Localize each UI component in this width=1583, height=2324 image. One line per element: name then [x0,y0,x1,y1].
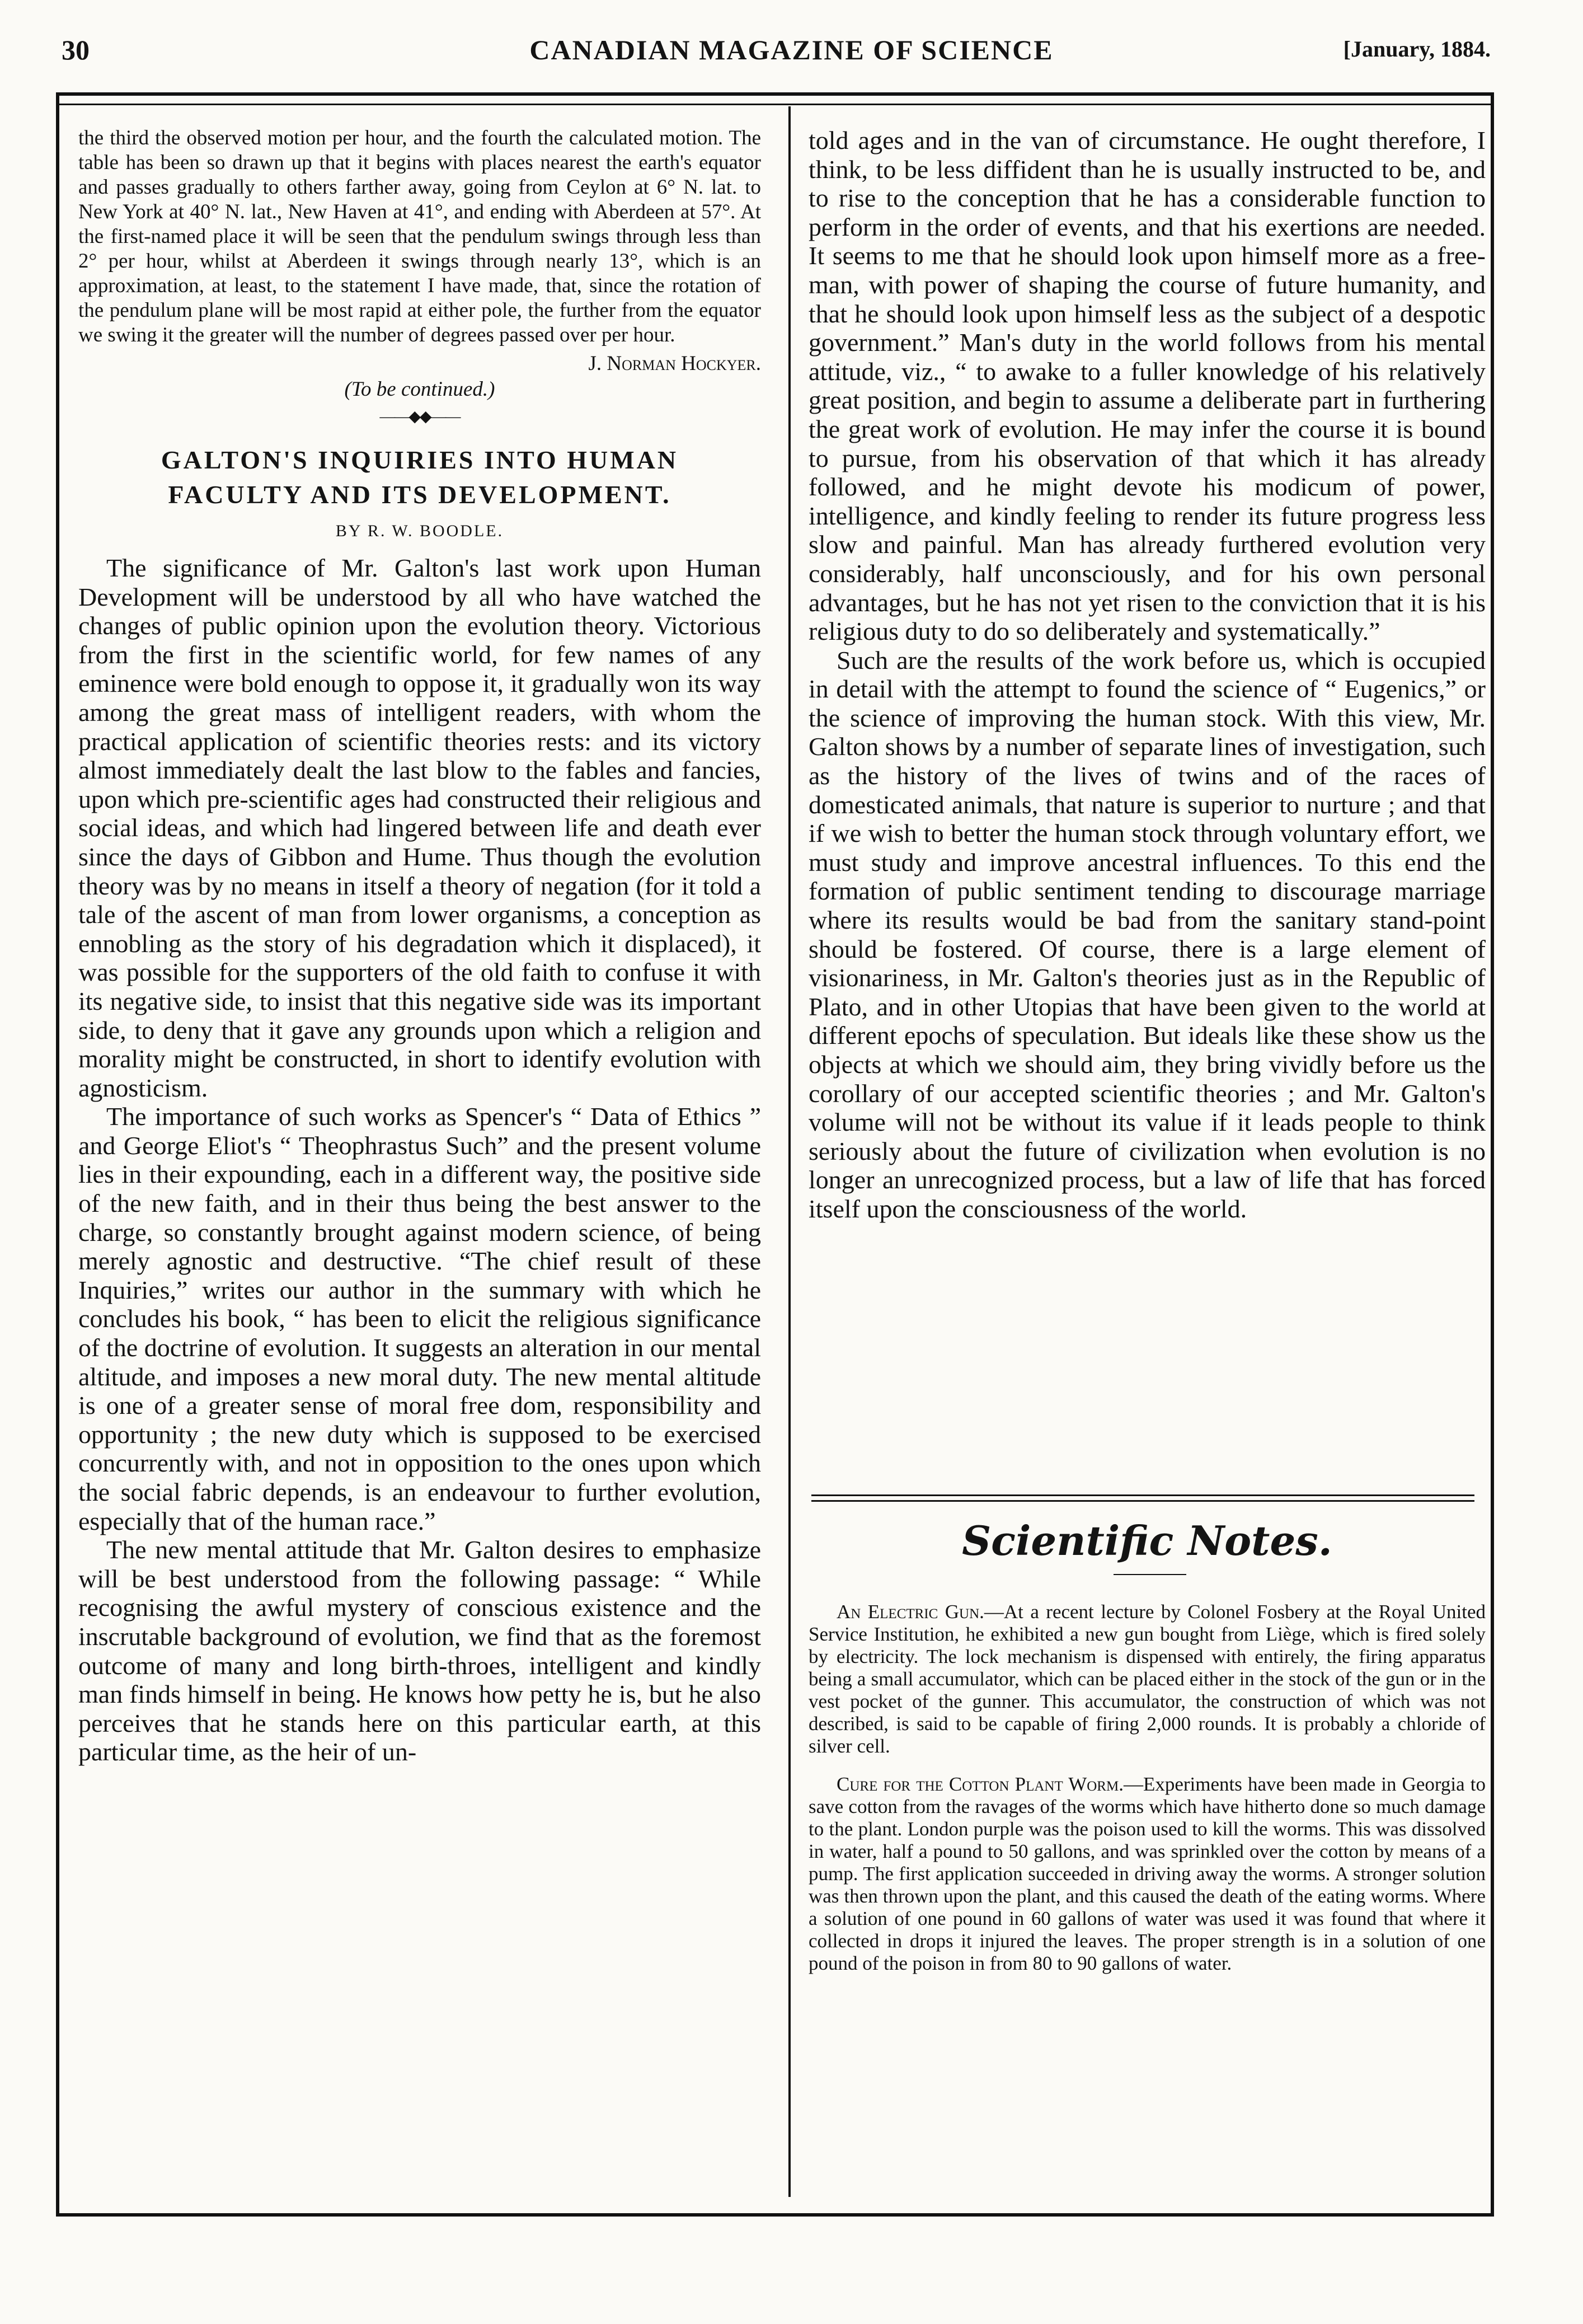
note-title: Cure for the Cotton Plant Worm. [837,1773,1124,1795]
frame-inner-rule [56,104,1494,105]
note-item [809,1601,1486,1758]
page-number: 30 [62,34,90,65]
magazine-title: CANADIAN MAGAZINE OF SCIENCE [529,34,1054,65]
scientific-notes [809,1601,1486,1990]
article-title-line-2: FACULTY AND ITS DEVELOPMENT. [168,480,671,509]
left-column [78,126,761,1767]
article-paragraph: The importance of such works as Spencer's “ Data of Ethics ” and George Eliot's “ Theophrastus Such” and the present volume lies in their expounding, each in a different way, the positive side of the new faith, and in their thus being the best answer to the charge, so constantly brought against modern science, of being merely agnostic and destructive. “The chief result of these Inquiries,” writes our author in the summary with which he concludes his book, “ has been to elicit the religious significance of the doctrine of evolution. It suggests an alteration in our mental altitude, and imposes a new moral duty. The new mental altitude is one of a greater sense of moral free dom, responsibility and opportunity ; the new duty which is supposed to be exercised concurrently with, and not in opposition to the ones upon which the social fabric depends, is an endeavour to further evolution, especially that of the human race.” [78,1102,761,1535]
previous-article-ending: the third the observed motion per hour, and the fourth the calculated motion. The table has been so drawn up that it begins with places nearest the earth's equator and passes gradually to others farther away, going from Ceylon at 6° N. lat. to New York at 40° N. lat., New Haven at 41°, and ending with Aberdeen at 57°. At the first-named place it will be seen that the pendulum swings through less than 2° per hour, whilst at Aberdeen it swings through nearly 13°, which is an approximation, at least, to the statement I have made, that, since the rotation of the pendulum plane will be most rapid at either pole, the further from the equator we swing it the greater will the number of degrees passed over per hour. [78,126,761,346]
note-item [809,1773,1486,1975]
article-paragraph: The significance of Mr. Galton's last work upon Human Development will be understood by all who have watched the changes of public opinion upon the evolution theory. Victorious from the first in the scientific world, for few names of any eminence were bold enough to oppose it, it gradually won its way among the great mass of intelligent readers, with whom the practical application of scientific theories rests: and its victory almost immediately dealt the last blow to the fables and fancies, upon which pre-scientific ages had constructed their religious and social ideas, and which had lingered between life and death ever since the days of Gibbon and Hume. Thus though the evolution theory was by no means in itself a theory of negation (for it told a tale of the ascent of man from lower organisms, a conception as ennobling as the story of his degradation which it displaced), it was possible for the supporters of the old faith to confuse it with its negative side, to insist that this negative side was its important side, to deny that it gave any grounds upon which a religion and morality might be constructed, in short to identify evolution with agnosticism. [78,554,761,1102]
scientific-notes-heading: Scientific Notes. [962,1517,1332,1564]
previous-article-signature: J. Norman Hockyer. [588,352,761,375]
notes-top-rule-2 [811,1500,1474,1502]
article-paragraph: told ages and in the van of circumstance. He ought therefore, I think, to be less diffident than he is usually instructed to be, and to rise to the conception that he has a considerable function to perform in the order of events, and that his exertions are needed. It seems to me that he should look upon himself more as a free-man, with power of shaping the course of future humanity, and that he should look upon himself less as the subject of a despotic government.” Man's duty in the world follows from his mental attitude, viz., “ to awake to a fuller knowledge of his relatively great position, and begin to assume a deliberate part in furthering the great work of evolution. He may infer the course it is bound to pursue, from his observation of that which it has already followed, and he might devote his modicum of power, intelligence, and kindly feeling to render its future progress less slow and painful. Man has already furthered evolution very considerably, half unconsciously, and for his own personal advantages, but he has not yet risen to the conviction that it is his religious duty to do so deliberately and systematically.” [809,126,1486,646]
article-paragraph: Such are the results of the work before us, which is occupied in detail with the attempt to found the science of “ Eugenics,” or the science of improving the human stock. With this view, Mr. Galton shows by a number of separate lines of investigation, such as the history of the lives of twins and of the races of domesticated animals, that nature is superior to nurture ; and that if we wish to better the human stock through voluntary effort, we must study and improve ancestral influences. To this end the formation of public sentiment tending to discourage marriage where its results would be bad from the sanitary stand-point should be fostered. Of course, there is a large element of visionariness, in Mr. Galton's theories just as in the Republic of Plato, and in other Utopias that have been given to the world at different epochs of speculation. But ideals like these show us the objects at which we should aim, they bring vividly before us the corollary of our accepted scientific theories ; and Mr. Galton's volume will not be without its value if it leads people to think seriously about the future of civilization when evolution is no longer an unrecognized process, but a law of life that has forced itself upon the consciousness of the world. [809,645,1486,1223]
notes-top-rule [811,1494,1474,1496]
section-ornament: ——◆◆—— [379,408,460,425]
note-title: An Electric Gun. [837,1601,984,1623]
article-byline: BY R. W. BOODLE. [335,522,504,540]
to-be-continued-note: (To be continued.) [344,378,495,401]
column-divider [788,106,791,2197]
note-text: —At a recent lecture by Colonel Fosbery at the Royal United Service Institution, he exhibited a new gun bought from Liège, which is fired solely by electricity. The lock mechanism is dispensed with entirely, the firing apparatus being a small accumulator, which can be placed either in the stock of the gun or in the vest pocket of the gunner. This accumulator, the construction of which was not described, is said to be capable of firing 2,000 rounds. It is probably a chloride of silver cell. [809,1601,1486,1757]
page-header [0,34,1583,78]
heading-underline [1114,1574,1186,1575]
issue-date: [January, 1884. [1343,36,1491,62]
note-text: —Experiments have been made in Georgia to save cotton from the ravages of the worms which have hitherto done so much damage to the plant. London purple was the poison used to kill the worms. This was dissolved in water, half a pound to 50 gallons, and was sprinkled over the cotton by means of a pump. The first application succeeded in driving away the worms. A stronger solution was then thrown upon the plant, and this caused the death of the eating worms. Where a solution of one pound in 60 gallons of water was used it was found that where it collected in drops it injured the leaves. The proper strength is in a solution of one pound of the poison in from 80 to 90 gallons of water. [809,1773,1486,1974]
article-paragraph: The new mental attitude that Mr. Galton desires to emphasize will be best understood from the following passage: “ While recognising the awful mystery of conscious existence and the inscrutable background of evolution, we find that as the foremost outcome of many and long birth-throes, intelligent and kindly man finds himself in being. He knows how petty he is, but he also perceives that he stands here on this particular earth, at this particular time, as the heir of un- [78,1535,761,1767]
right-column [809,126,1486,1224]
article-title-line-1: GALTON'S INQUIRIES INTO HUMAN [161,446,679,474]
